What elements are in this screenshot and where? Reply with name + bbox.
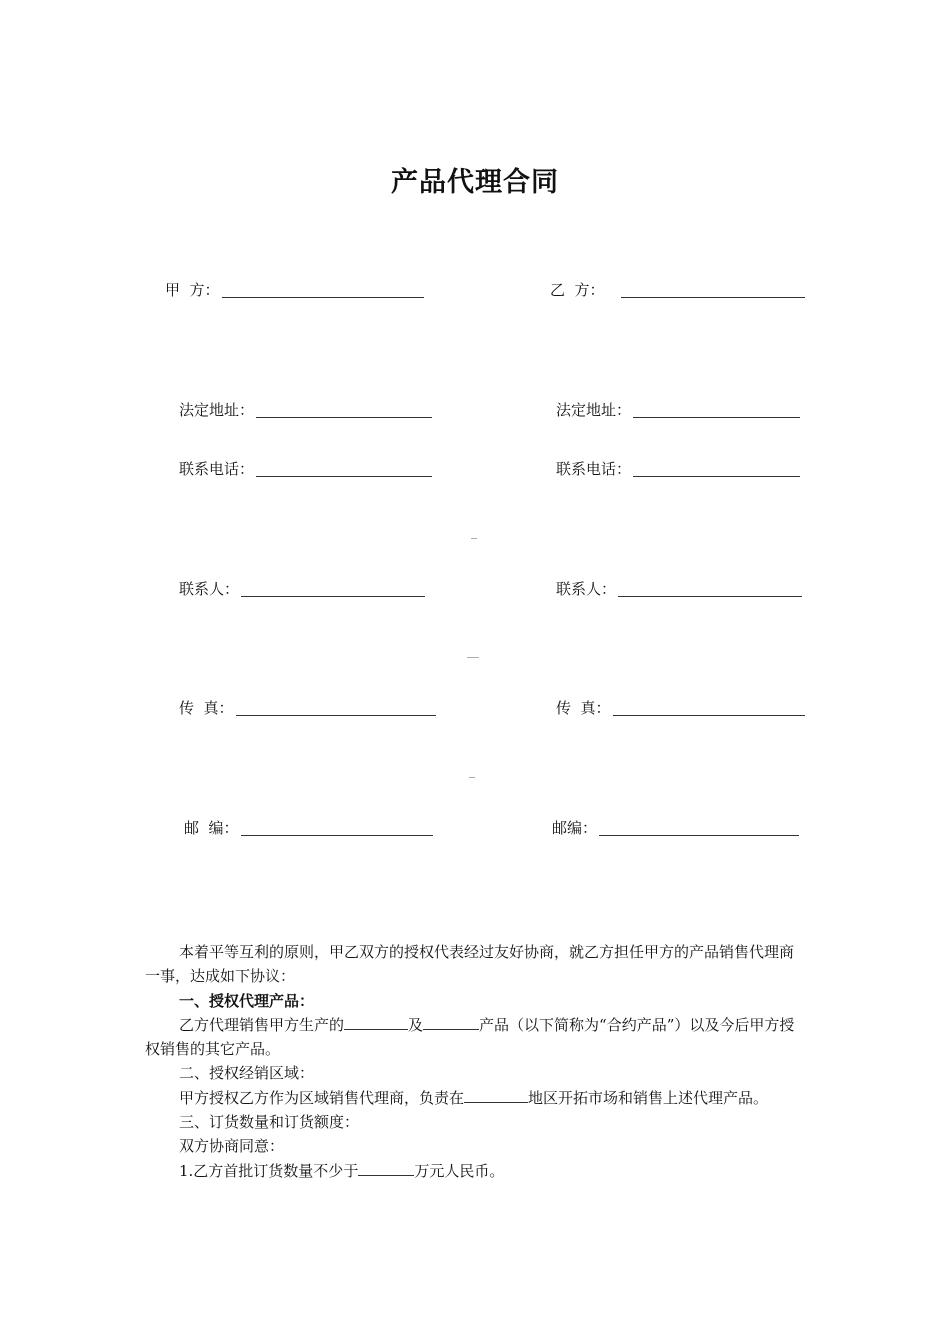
phone-b-field — [556, 458, 800, 479]
zip-b-label: 邮编： — [552, 819, 598, 837]
zip-a-field — [184, 817, 433, 838]
section-1-heading: 一、授权代理产品： — [179, 991, 315, 1010]
product-blank-2[interactable] — [423, 1015, 479, 1030]
fax-b-field — [556, 697, 805, 718]
phone-a-label: 联系电话： — [179, 460, 255, 478]
section-1-text-c: 产品（以下简称为“合约产品”）以及今后甲方授权销售的其它产品。 — [145, 1015, 795, 1059]
address-b-field — [556, 399, 800, 420]
section-2-heading: 二、授权经销区域： — [179, 1064, 315, 1083]
separator-mark: _ — [471, 525, 477, 539]
zip-b-input[interactable] — [599, 821, 799, 836]
address-a-field — [179, 399, 432, 420]
phone-b-label: 联系电话： — [556, 460, 632, 478]
fax-a-label: 传 真： — [179, 699, 234, 717]
address-a-label: 法定地址： — [179, 401, 255, 419]
zip-b-field — [552, 817, 799, 838]
party-b-field — [550, 279, 805, 300]
zip-a-label: 邮 编： — [184, 819, 239, 837]
party-a-label: 甲 方： — [165, 281, 220, 299]
separator-mark: _ — [469, 764, 475, 778]
contact-a-label: 联系人： — [179, 580, 240, 598]
separator-mark: __ — [467, 644, 479, 658]
phone-a-input[interactable] — [256, 462, 432, 477]
contact-b-input[interactable] — [618, 582, 802, 597]
section-2-paragraph — [145, 1086, 807, 1110]
section-2-text-b: 地区开拓市场和销售上述代理产品。 — [528, 1088, 769, 1107]
section-3-heading: 三、订货数量和订货额度： — [179, 1113, 360, 1132]
phone-b-input[interactable] — [633, 462, 800, 477]
zip-a-input[interactable] — [241, 821, 433, 836]
section-1-paragraph — [145, 1013, 807, 1062]
fax-a-input[interactable] — [236, 701, 436, 716]
address-b-input[interactable] — [633, 403, 800, 418]
amount-blank[interactable] — [358, 1161, 414, 1176]
fax-a-field — [179, 697, 436, 718]
item-1-text-a: 1.乙方首批订货数量不少于 — [179, 1161, 359, 1180]
address-b-label: 法定地址： — [556, 401, 632, 419]
fax-b-input[interactable] — [613, 701, 805, 716]
contact-a-field — [179, 578, 425, 599]
item-1-text-b: 万元人民币。 — [414, 1161, 505, 1180]
document-title: 产品代理合同 — [391, 167, 559, 198]
address-a-input[interactable] — [256, 403, 432, 418]
contact-b-label: 联系人： — [556, 580, 617, 598]
party-b-input[interactable] — [621, 283, 805, 298]
section-1-text-a: 乙方代理销售甲方生产的 — [179, 1015, 345, 1034]
contract-body — [145, 940, 807, 1183]
section-2-text-a: 甲方授权乙方作为区域销售代理商，负责在 — [179, 1088, 465, 1107]
section-3-item-1 — [145, 1159, 807, 1183]
fax-b-label: 传 真： — [556, 699, 611, 717]
section-3-line: 双方协商同意： — [179, 1137, 285, 1156]
region-blank[interactable] — [464, 1088, 528, 1103]
party-a-field — [165, 279, 424, 300]
party-a-input[interactable] — [222, 283, 424, 298]
product-blank-1[interactable] — [344, 1015, 408, 1030]
contact-b-field — [556, 578, 802, 599]
section-1-text-b: 及 — [408, 1015, 424, 1034]
contact-a-input[interactable] — [241, 582, 425, 597]
intro-paragraph: 本着平等互利的原则，甲乙双方的授权代表经过友好协商，就乙方担任甲方的产品销售代理商一事，达成如下协议： — [145, 943, 795, 986]
party-b-label: 乙 方： — [550, 281, 605, 299]
phone-a-field — [179, 458, 432, 479]
